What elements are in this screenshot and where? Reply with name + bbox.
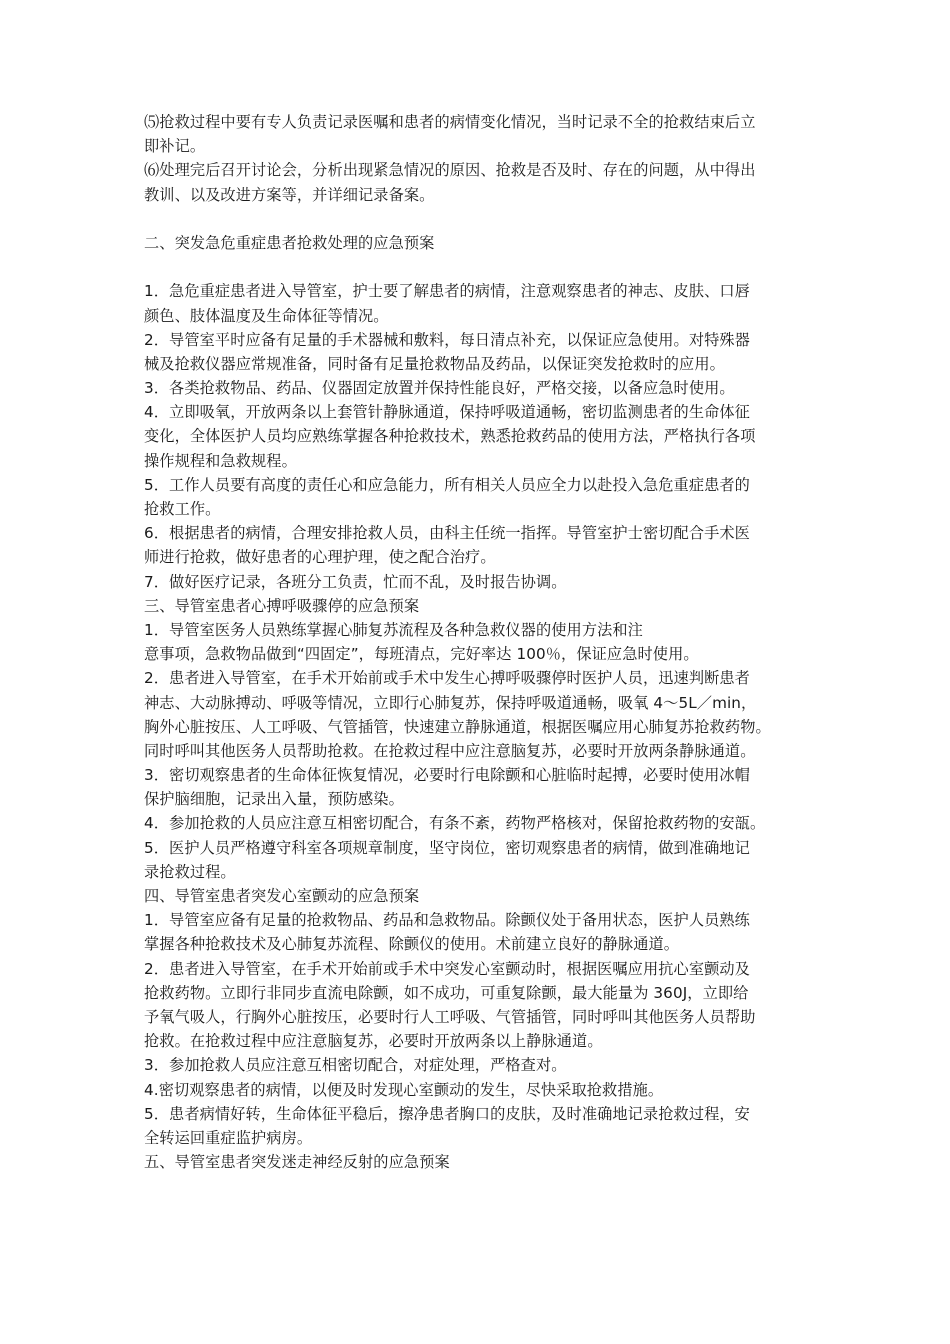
text-line: 抢救工作。	[144, 500, 221, 518]
text-line: 械及抢救仪器应常规准备，同时备有足量抢救物品及药品，以保证突发抢救时的应用。	[144, 354, 725, 373]
text-line: 2．导管室平时应备有足量的手术器械和敷料，每日清点补充，以保证应急使用。对特殊器	[144, 330, 750, 349]
section-heading: 三、导管室患者心搏呼吸骤停的应急预案	[144, 596, 420, 615]
text-line: 颜色、肢体温度及生命体征等情况。	[144, 306, 389, 325]
text-line: 2．患者进入导管室，在手术开始前或手术中突发心室颤动时，根据医嘱应用抗心室颤动及	[144, 959, 750, 978]
text-line: 抢救药物。立即行非同步直流电除颤，如不成功，可重复除颤，最大能量为 360J，立即给	[144, 983, 749, 1002]
text-line: 7．做好医疗记录，各班分工负责，忙而不乱，及时报告协调。	[144, 572, 567, 591]
text-line: ⑸抢救过程中要有专人负责记录医嘱和患者的病情变化情况，当时记录不全的抢救结束后立	[144, 113, 756, 131]
text-line: 5．医护人员严格遵守科室各项规章制度，坚守岗位，密切观察患者的病情，做到准确地记	[144, 838, 750, 857]
text-line: 1．导管室医务人员熟练掌握心肺复苏流程及各种急救仪器的使用方法和注	[144, 620, 643, 639]
section-heading: 二、突发急危重症患者抢救处理的应急预案	[144, 233, 435, 252]
text-line: 抢救。在抢救过程中应注意脑复苏，必要时开放两条以上静脉通道。	[144, 1032, 603, 1051]
text-line: 1．急危重症患者进入导管室，护士要了解患者的病情，注意观察患者的神志、皮肤、口唇	[144, 282, 750, 301]
document-body	[144, 110, 810, 1174]
text-line: 保护脑细胞，记录出入量，预防感染。	[144, 790, 404, 809]
text-line: 同时呼叫其他医务人员帮助抢救。在抢救过程中应注意脑复苏，必要时开放两条静脉通道。	[144, 741, 756, 760]
text-line: 胸外心脏按压、人工呼吸、气管插管，快速建立静脉通道，根据医嘱应用心肺复苏抢救药物。	[144, 717, 771, 736]
text-line: 师进行抢救，做好患者的心理护理，使之配合治疗。	[144, 548, 496, 567]
text-line: 5．患者病情好转，生命体征平稳后，擦净患者胸口的皮肤，及时准确地记录抢救过程，安	[144, 1104, 750, 1123]
text-line: 神志、大动脉搏动、呼吸等情况，立即行心肺复苏，保持呼吸道通畅，吸氧 4～5L／min，	[144, 693, 757, 712]
text-line: 6．根据患者的病情，合理安排抢救人员，由科主任统一指挥。导管室护士密切配合手术医	[144, 524, 750, 543]
text-line: 3．参加抢救人员应注意互相密切配合，对症处理，严格查对。	[144, 1056, 567, 1075]
section-heading: 五、导管室患者突发迷走神经反射的应急预案	[144, 1153, 450, 1172]
text-line: 掌握各种抢救技术及心肺复苏流程、除颤仪的使用。术前建立良好的静脉通道。	[144, 935, 680, 954]
text-line: 意事项，急救物品做到“四固定”，每班清点，完好率达 100％，保证应急时使用。	[144, 645, 699, 664]
text-line: 4．立即吸氧，开放两条以上套管针静脉通道，保持呼吸道通畅，密切监测患者的生命体征	[144, 403, 750, 422]
text-line: 予氧气吸人，行胸外心脏按压，必要时行人工呼吸、气管插管，同时呼叫其他医务人员帮助	[144, 1007, 756, 1026]
text-line: 4.密切观察患者的病情，以便及时发现心室颤动的发生，尽快采取抢救措施。	[144, 1080, 664, 1099]
text-line: 2．患者进入导管室，在手术开始前或手术中发生心搏呼吸骤停时医护人员，迅速判断患者	[144, 669, 750, 688]
section-heading: 四、导管室患者突发心室颤动的应急预案	[144, 887, 420, 905]
text-line: 全转运回重症监护病房。	[144, 1128, 313, 1147]
blank-line	[144, 255, 810, 279]
text-line: 3．密切观察患者的生命体征恢复情况，必要时行电除颤和心脏临时起搏，必要时使用冰帽	[144, 766, 750, 785]
text-line: 教训、以及改进方案等，并详细记录备案。	[144, 185, 435, 204]
text-line: 即补记。	[144, 137, 206, 156]
text-line: 操作规程和急救规程。	[144, 451, 297, 470]
text-line: 5．工作人员要有高度的责任心和应急能力，所有相关人员应全力以赴投入急危重症患者的	[144, 475, 750, 494]
text-line: 3．各类抢救物品、药品、仪器固定放置并保持性能良好，严格交接，以备应急时使用。	[144, 379, 735, 398]
blank-line	[144, 207, 810, 231]
text-line: 变化，全体医护人员均应熟练掌握各种抢救技术，熟悉抢救药品的使用方法，严格执行各项	[144, 427, 756, 446]
text-line: ⑹处理完后召开讨论会，分析出现紧急情况的原因、抢救是否及时、存在的问题，从中得出	[144, 161, 756, 180]
text-line: 录抢救过程。	[144, 862, 236, 881]
text-line: 1．导管室应备有足量的抢救物品、药品和急救物品。除颤仪处于备用状态，医护人员熟练	[144, 911, 750, 930]
text-line: 4．参加抢救的人员应注意互相密切配合，有条不紊，药物严格核对，保留抢救药物的安瓿。	[144, 814, 766, 833]
